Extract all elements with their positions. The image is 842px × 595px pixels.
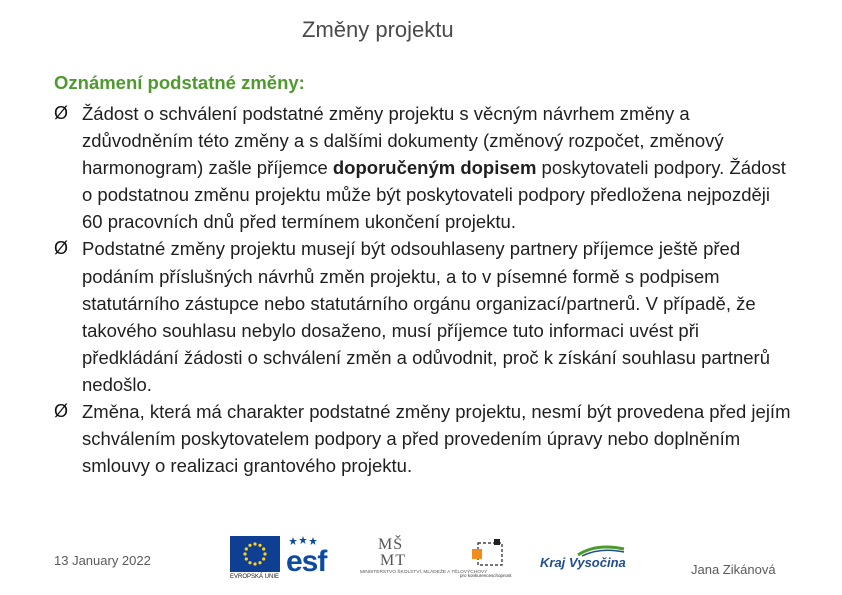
- op-logo: [460, 537, 516, 581]
- bullet-item-2: [54, 235, 794, 398]
- footer-date: 13 January 2022: [54, 553, 151, 568]
- kraj-wordmark: [540, 556, 626, 570]
- arrow-bullet-icon: Ø: [54, 401, 69, 422]
- eu-logo: [230, 536, 280, 582]
- kraj-vysocina-logo: [538, 543, 628, 577]
- bullet-emphasis: doporučeným dopisem: [332, 157, 537, 179]
- vysocina-word: Vysočina: [568, 555, 626, 570]
- bullet-text-3: Změna, která má charakter podstatné změny projektu, nesmí být provedena před jejím schválením poskytovatelem podpory a před provedením úpravy nebo doplněním smlouvy o realizaci grantového projektu.: [82, 401, 791, 477]
- bullet-text-1a: Žádost o schválení podstatné změny projektu s věcným návrhem změny a zdůvodněním této změny a s dalšími dokumenty (změnový rozpočet, změnový harmonogram) zašle příjemce: [82, 103, 724, 179]
- eu-caption: EVROPSKÁ UNIE: [230, 574, 280, 580]
- msmt-mark-bottom: MT: [380, 552, 406, 569]
- msmt-mark-top: MŠ: [378, 536, 404, 553]
- section-heading: Oznámení podstatné změny:: [54, 72, 305, 93]
- esf-logo: [286, 536, 336, 580]
- arrow-bullet-icon: Ø: [54, 238, 69, 259]
- bullet-text-2: Podstatné změny projektu musejí být odsouhlaseny partnery příjemce ještě před podáním příslušných návrhů změn projektu, a to v písemné formě s podpisem statutárního zástupce nebo statutárního orgánu organizací/partnerů. V případě, že takového souhlasu nebylo dosaženo, musí příjemce tuto informaci uvést při předkládání žádosti o schválení změn a odůvodnit, proč k získání souhlasu partnerů nedošlo.: [82, 238, 770, 395]
- op-caption: pro konkurenceschopnost: [460, 573, 512, 578]
- footer-author: Jana Zikánová: [691, 562, 776, 577]
- bullet-item-1: [54, 100, 794, 235]
- esf-wordmark: esf: [286, 545, 327, 578]
- slide-title: Změny projektu: [302, 17, 454, 42]
- bullet-list: [54, 100, 794, 479]
- kraj-word: Kraj: [540, 555, 569, 570]
- bullet-item-3: [54, 398, 794, 479]
- msmt-caption: MINISTERSTVO ŠKOLSTVÍ, MLÁDEŽE A TĚLOVÝCHOVY: [360, 570, 488, 575]
- op-emblem-icon: [460, 537, 516, 573]
- eu-flag-icon: [230, 536, 280, 572]
- arrow-bullet-icon: Ø: [54, 103, 69, 123]
- bullet-text-1b: poskytovateli podpory. Žádost o podstatnou změnu projektu může být poskytovateli podpory předložena nejpozději 60 pracovních dnů před termínem ukončení projektu.: [82, 157, 786, 233]
